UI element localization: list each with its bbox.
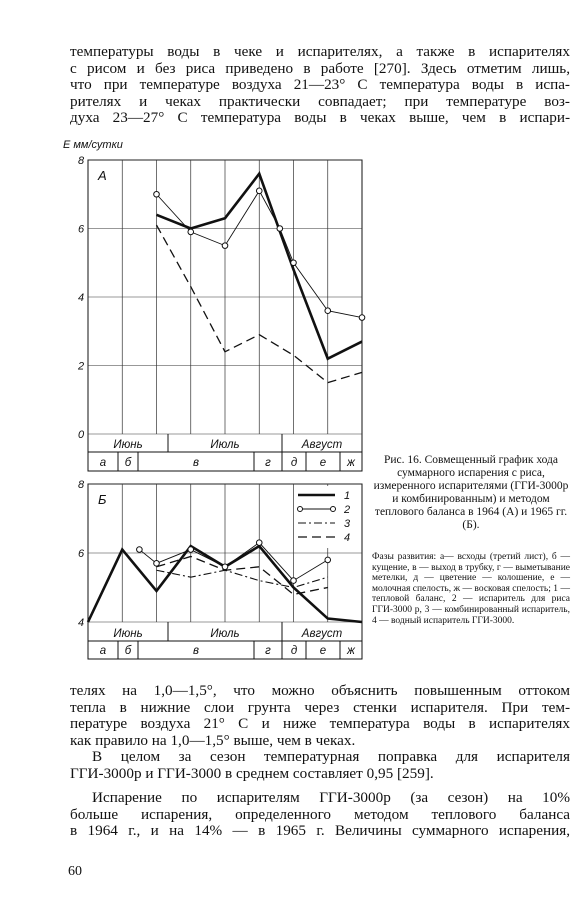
text-line: пературе воздуха 21° С и ниже температура воды в испарителях xyxy=(70,715,570,732)
text-line: что при температуре воздуха 21—23° С температура воды в испа- xyxy=(70,76,570,93)
phase-label: д xyxy=(290,457,298,469)
y-tick-label: 0 xyxy=(78,429,85,441)
series-point-2 xyxy=(222,243,228,249)
y-tick-label: 8 xyxy=(78,479,85,491)
legend-label: 4 xyxy=(344,532,351,544)
chart-panel-a xyxy=(63,139,365,471)
legend-label: 1 xyxy=(344,490,351,502)
paragraph-bottom-1 xyxy=(70,683,570,749)
series-point-2 xyxy=(154,561,160,567)
paragraph-bottom-2 xyxy=(70,749,570,782)
phase-label: е xyxy=(319,457,327,469)
legend-point xyxy=(298,507,303,512)
phase-label: а xyxy=(99,457,107,469)
series-point-2 xyxy=(291,578,297,584)
series-point-2 xyxy=(359,315,365,321)
month-label: Июнь xyxy=(113,628,143,640)
legend-label: 2 xyxy=(344,504,351,516)
panel-label: А xyxy=(98,168,107,183)
chart-panel-b xyxy=(78,479,362,659)
text-line: в 1964 г., и на 14% — в 1965 г. Величины суммарного испарения, xyxy=(70,822,570,839)
text-line: с рисом и без риса приведено в работе [270]. Здесь отметим лишь, xyxy=(70,59,570,77)
y-tick-label: 8 xyxy=(78,155,85,167)
series-point-2 xyxy=(325,308,331,314)
month-label: Июль xyxy=(210,628,240,640)
y-tick-label: 6 xyxy=(78,548,85,560)
panel-label: Б xyxy=(98,492,107,507)
phase-label: ж xyxy=(347,457,355,469)
page-number: 60 xyxy=(68,864,82,879)
phase-label: г xyxy=(265,457,271,469)
phase-label: б xyxy=(124,457,132,469)
series-point-2 xyxy=(188,547,194,553)
phase-label: е xyxy=(319,645,327,657)
text-line: духа 23—27° С температура воды в чеках выше, чем в испари- xyxy=(70,109,570,126)
y-axis-label: E мм/сутки xyxy=(63,139,123,151)
series-point-2 xyxy=(137,547,143,553)
legend-point xyxy=(331,507,336,512)
figure-caption: Рис. 16. Совмещенный график хода суммарного испарения с риса, измеренного испарителями (ГГИ-3000р и комбинированным) и методом теплового баланса в 1964 (А) и 1965 гг. (Б). xyxy=(373,454,569,531)
series-point-2 xyxy=(291,260,297,266)
y-tick-label: 2 xyxy=(78,360,85,373)
series-point-2 xyxy=(325,557,331,563)
phase-label: б xyxy=(124,645,132,657)
text-line: ГГИ-3000р и ГГИ-3000 в среднем составляет 0,95 [259]. xyxy=(70,764,434,782)
month-label: Июнь xyxy=(113,439,143,451)
phase-label: в xyxy=(192,645,200,657)
series-point-2 xyxy=(154,191,160,197)
phase-label: д xyxy=(290,645,298,657)
series-line-3 xyxy=(157,570,328,587)
paragraph-bottom-3 xyxy=(70,790,570,840)
y-tick-label: 4 xyxy=(78,292,85,304)
y-tick-label: 4 xyxy=(78,617,85,629)
text-line: В целом за сезон температурная поправка для испарителя xyxy=(92,748,570,765)
month-label: Июль xyxy=(210,439,240,451)
series-point-2 xyxy=(188,229,194,235)
text-line: Испарение по испарителям ГГИ-3000р (за сезон) на 10% xyxy=(92,789,570,806)
y-tick-label: 6 xyxy=(78,223,85,236)
phase-label: г xyxy=(265,645,271,657)
text-line: как правило на 1,0—1,5° выше, чем в чеках. xyxy=(70,731,356,749)
text-line: больше испарения, определенного методом теплового баланса xyxy=(70,805,570,823)
series-point-2 xyxy=(277,226,283,232)
phase-label: ж xyxy=(347,645,355,657)
text-line: телях на 1,0—1,5°, что можно объяснить повышенным оттоком xyxy=(70,682,570,699)
legend-label: 3 xyxy=(344,518,351,530)
figure-caption-note: Фазы развития: а— всходы (третий лист), б — кущение, в — выход в трубку, г — выметывание метелки, д — цветение — колошение, е — молочная спелость, ж — восковая спелость; 1 — тепловой баланс, 2 — испаритель для риса ГГИ-3000 р, 3 — комбинированный испаритель, 4 — водный испаритель ГГИ-3000. xyxy=(372,552,570,626)
phase-label: а xyxy=(99,645,107,657)
series-point-2 xyxy=(256,540,262,546)
series-point-2 xyxy=(256,188,262,194)
month-label: Август xyxy=(301,439,343,451)
text-line: тепла в нижние слои грунта через стенки испарителя. При тем- xyxy=(70,698,570,716)
phase-label: в xyxy=(192,457,200,469)
text-line: температуры воды в чеке и испарителях, а также в испарителях xyxy=(70,43,570,60)
text-line: рителях и чеках практически совпадает; при температуре воз- xyxy=(70,92,570,110)
month-label: Август xyxy=(301,628,343,640)
